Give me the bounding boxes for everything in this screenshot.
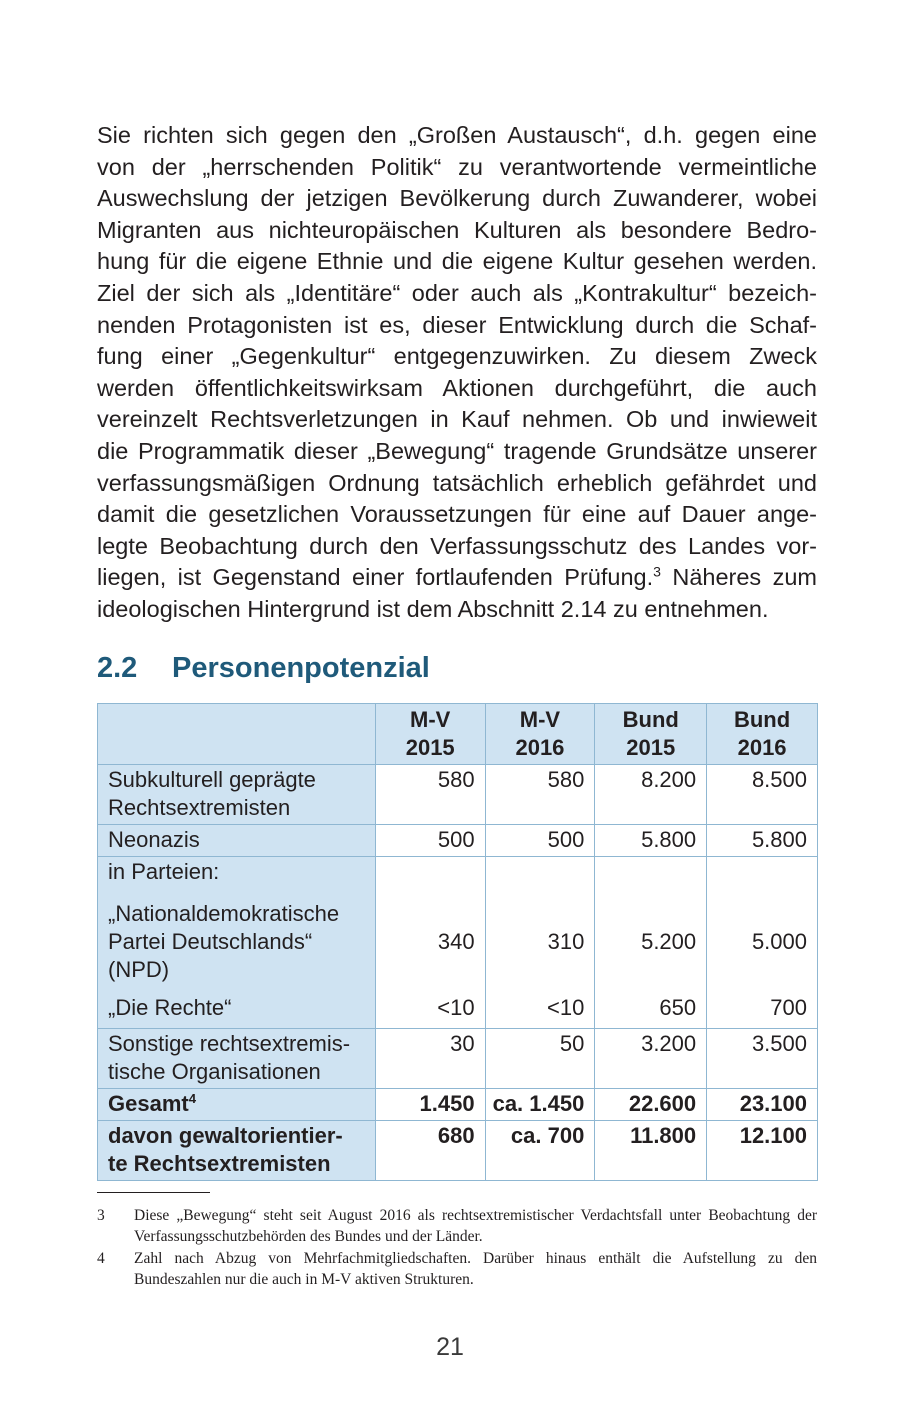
footnote-text: Diese „Bewegung“ steht seit August 2016 als rechtsextremistischer Verdachtsfall unter Beobachtung der Verfassungsschutzbehörden des Bundes und der Länder. xyxy=(134,1207,817,1245)
paragraph-line: die Programmatik dieser „Bewegung“ tragende Grundsätze unserer xyxy=(97,437,817,464)
cell: 3.200 xyxy=(595,1029,707,1089)
footnote-ref-3[interactable]: 3 xyxy=(653,563,661,580)
table-header-row xyxy=(98,704,818,765)
row-label: Neonazis xyxy=(98,825,376,857)
paragraph-line: hung für die eigene Ethnie und die eigene Kultur gesehen werden. xyxy=(97,248,817,275)
cell: 8.200 xyxy=(595,765,707,825)
paragraph-line: legte Beobachtung durch den Verfassungsschutz des Landes vor- xyxy=(97,532,817,559)
table-row xyxy=(98,765,818,825)
cell: ca. 700 xyxy=(485,1121,595,1181)
table-row xyxy=(98,825,818,857)
header-bund-2016: Bund 2016 xyxy=(707,704,818,765)
row-label: Gesamt$^4$ xyxy=(98,1089,376,1121)
table-row xyxy=(98,1029,818,1089)
paragraph-line: Auswechslung der jetzigen Bevölkerung durch Zuwanderer, wobei xyxy=(97,185,817,212)
paragraph-line: Ziel der sich als „Identitäre“ oder auch als „Kontrakultur“ bezeich- xyxy=(97,279,817,306)
table-row-gewalt xyxy=(98,1121,818,1181)
cell: ca. 1.450 xyxy=(485,1089,595,1121)
cell: 680 xyxy=(375,1121,485,1181)
paragraph-line: fung einer „Gegenkultur“ entgegenzuwirken. Zu diesem Zweck xyxy=(97,343,817,370)
footnote-3 xyxy=(97,1206,817,1247)
paragraph-line: von der „herrschenden Politik“ zu verantwortende vermeintliche xyxy=(97,153,817,180)
header-mv-2015: M-V 2015 xyxy=(375,704,485,765)
row-label: in Parteien: „Nationaldemokratische Partei Deutschlands“ (NPD) „Die Rechte“ xyxy=(98,857,376,1029)
personenpotenzial-table xyxy=(97,703,818,1181)
row-label: Sonstige rechtsextremis- tische Organisationen xyxy=(98,1029,376,1089)
footnote-number: 4 xyxy=(97,1250,105,1267)
footnotes xyxy=(97,1206,817,1292)
cell: 500 xyxy=(485,825,595,857)
paragraph-line: werden öffentlichkeitswirksam Aktionen durchgeführt, die auch xyxy=(97,374,817,401)
cell: 11.800 xyxy=(595,1121,707,1181)
cell: 8.500 xyxy=(707,765,818,825)
cell: 5.800 xyxy=(595,825,707,857)
cell: 310 <10 xyxy=(485,857,595,1029)
paragraph-line: Migranten aus nichteuropäischen Kulturen als besondere Bedro- xyxy=(97,216,817,243)
section-number: 2.2 xyxy=(97,652,138,684)
body-paragraph xyxy=(97,120,817,626)
footnote-4 xyxy=(97,1249,817,1290)
section-heading xyxy=(97,652,430,685)
paragraph-line: verfassungsmäßigen Ordnung tatsächlich erheblich gefährdet und xyxy=(97,469,817,496)
paragraph-line-with-footnote: liegen, ist Gegenstand einer fortlaufenden Prüfung.$^3$ Näheres zum xyxy=(97,563,817,591)
paragraph-line: Sie richten sich gegen den „Großen Austausch“, d.h. gegen eine xyxy=(97,122,817,148)
page-number: 21 xyxy=(436,1333,464,1361)
cell: 5.200 650 xyxy=(595,857,707,1029)
cell: 5.800 xyxy=(707,825,818,857)
footnote-number: 3 xyxy=(97,1207,105,1224)
cell: 1.450 xyxy=(375,1089,485,1121)
cell: 12.100 xyxy=(707,1121,818,1181)
cell: 340 <10 xyxy=(375,857,485,1029)
cell: 23.100 xyxy=(707,1089,818,1121)
footnote-text: Zahl nach Abzug von Mehrfachmitgliedschaften. Darüber hinaus enthält die Aufstellung zu den Bundeszahlen nur die auch in M-V aktiven Strukturen. xyxy=(134,1250,817,1288)
footnote-divider xyxy=(97,1192,210,1193)
row-label: Subkulturell geprägte Rechtsextremisten xyxy=(98,765,376,825)
cell: 30 xyxy=(375,1029,485,1089)
row-label: davon gewaltorientier- te Rechtsextremisten xyxy=(98,1121,376,1181)
cell: 500 xyxy=(375,825,485,857)
paragraph-line: damit die gesetzlichen Voraussetzungen für eine auf Dauer ange- xyxy=(97,501,817,528)
cell: 580 xyxy=(485,765,595,825)
table-row-gesamt xyxy=(98,1089,818,1121)
paragraph-line: ideologischen Hintergrund ist dem Abschnitt 2.14 zu entnehmen. xyxy=(97,595,769,622)
header-bund-2015: Bund 2015 xyxy=(595,704,707,765)
header-empty xyxy=(98,704,376,765)
header-mv-2016: M-V 2016 xyxy=(485,704,595,765)
paragraph-line: vereinzelt Rechtsverletzungen in Kauf nehmen. Ob und inwieweit xyxy=(97,406,817,433)
cell: 580 xyxy=(375,765,485,825)
cell: 3.500 xyxy=(707,1029,818,1089)
table-row-parteien xyxy=(98,857,818,1029)
cell: 5.000 700 xyxy=(707,857,818,1029)
section-title: Personenpotenzial xyxy=(172,652,430,684)
footnote-ref-4[interactable]: 4 xyxy=(188,1091,197,1107)
cell: 22.600 xyxy=(595,1089,707,1121)
paragraph-line: nenden Protagonisten ist es, dieser Entwicklung durch die Schaf- xyxy=(97,311,817,338)
cell: 50 xyxy=(485,1029,595,1089)
